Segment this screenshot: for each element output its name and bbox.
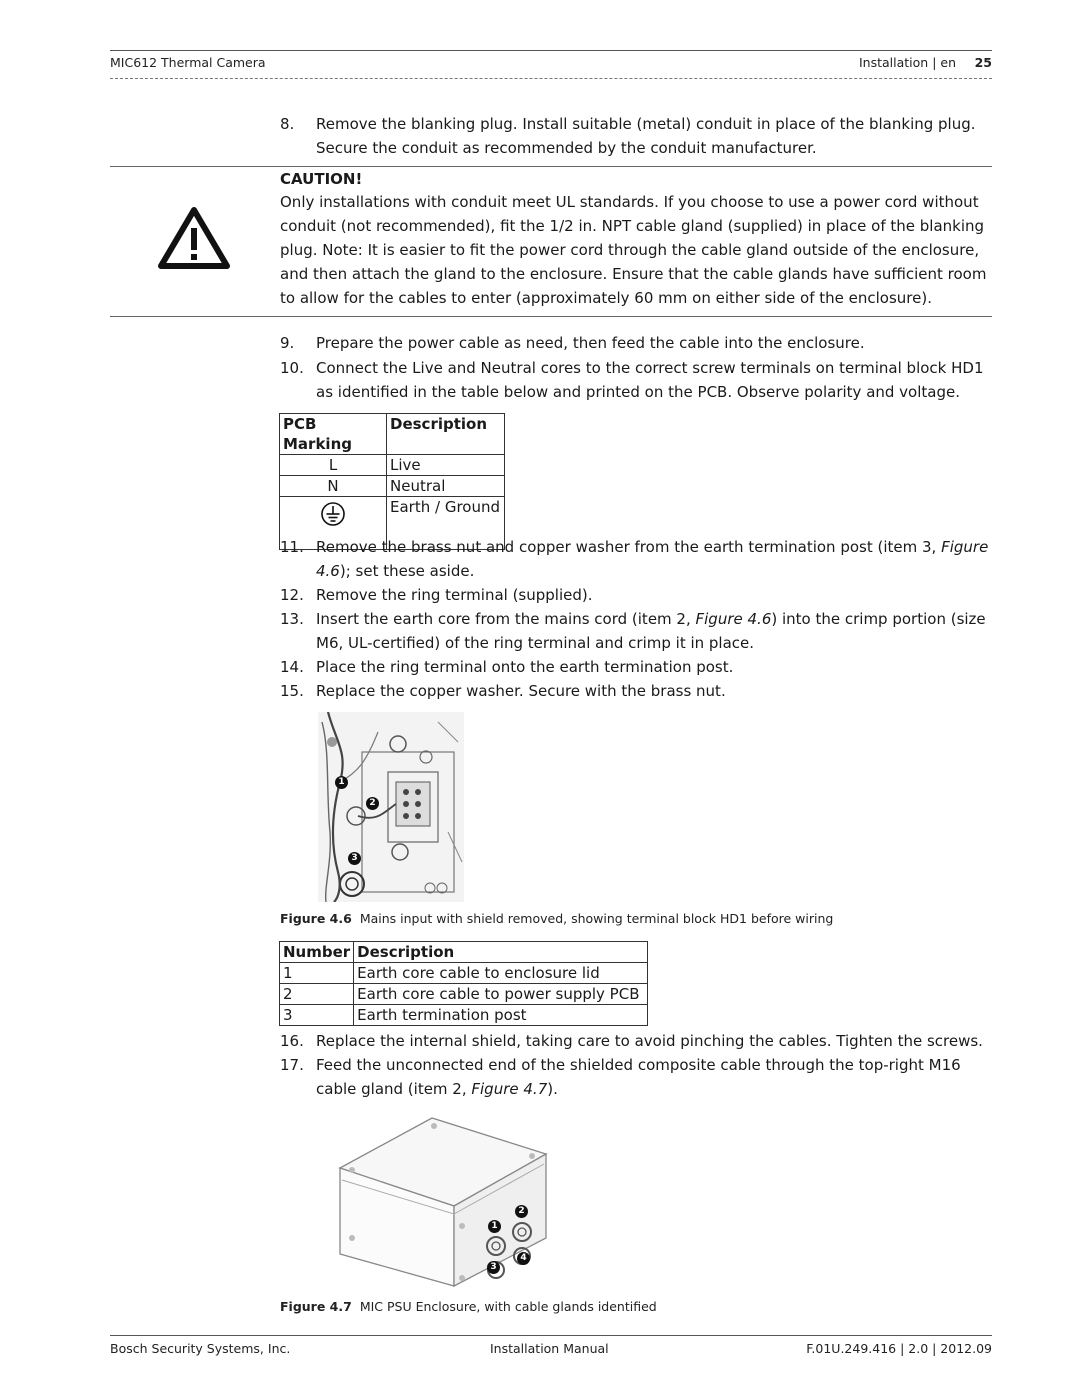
step-13	[280, 607, 992, 655]
step-number: 9.	[280, 334, 295, 352]
step-number: 11.	[280, 538, 304, 556]
pcb-marking-table	[279, 413, 505, 550]
table-cell: N	[280, 476, 387, 497]
step-number: 16.	[280, 1032, 304, 1050]
callout-3: 3	[487, 1261, 500, 1274]
table-cell: L	[280, 455, 387, 476]
figure-4-6-image	[318, 712, 464, 902]
step-17	[280, 1053, 992, 1101]
figure-reference[interactable]: Figure 4.6	[316, 538, 989, 580]
table-cell: Earth core cable to enclosure lid	[354, 963, 648, 984]
step-text-part: ).	[547, 1080, 558, 1098]
figure-reference[interactable]: Figure 4.7	[471, 1080, 548, 1098]
step-number: 8.	[280, 115, 295, 133]
step-11	[280, 535, 992, 583]
column-header: Number	[280, 942, 354, 963]
figure-4-7-caption	[280, 1299, 657, 1314]
caution-text: Only installations with conduit meet UL standards. If you choose to use a power cord without conduit (not recommended), fit the 1/2 in. NPT cable gland (supplied) in place of the blanking plug. Note: It is easier to fit the power cord through the cable gland outside of the enclosure, and then attach the gland to the enclosure. Ensure that the cable glands have sufficient room to allow for the cables to enter (approximately 60 mm on either side of the enclosure).	[280, 193, 987, 307]
callout-4: 4	[517, 1252, 530, 1265]
figure-caption-text: Mains input with shield removed, showing terminal block HD1 before wiring	[359, 911, 834, 926]
page-number: 25	[974, 55, 992, 70]
warning-triangle-icon	[155, 204, 233, 272]
table-cell: Neutral	[387, 476, 505, 497]
step-text: Replace the internal shield, taking care to avoid pinching the cables. Tighten the screws.	[316, 1032, 983, 1050]
table-row	[280, 963, 648, 984]
header-section: Installation | en	[858, 55, 956, 70]
column-header: PCB Marking	[280, 414, 387, 455]
step-text: Remove the ring terminal (supplied).	[316, 586, 593, 604]
table-row	[280, 1005, 648, 1026]
step-8	[280, 112, 992, 160]
step-9	[280, 331, 992, 355]
caution-title: CAUTION!	[280, 170, 363, 188]
step-number: 10.	[280, 359, 304, 377]
table-row	[280, 455, 505, 476]
step-number: 12.	[280, 586, 304, 604]
table-header-row	[280, 942, 648, 963]
table-row	[280, 984, 648, 1005]
step-text-part: Insert the earth core from the mains cord (item 2,	[316, 610, 696, 628]
table-cell: Live	[387, 455, 505, 476]
column-header: Description	[354, 942, 648, 963]
step-text-part: Remove the brass nut and copper washer from the earth termination post (item 3,	[316, 538, 942, 556]
table-cell: 2	[280, 984, 354, 1005]
figure-label: Figure 4.7	[280, 1299, 352, 1314]
step-15	[280, 679, 992, 703]
table-cell: 3	[280, 1005, 354, 1026]
caution-top-rule	[110, 166, 992, 167]
header-bottom-rule	[110, 78, 992, 79]
step-12	[280, 583, 992, 607]
step-text: Connect the Live and Neutral cores to the correct screw terminals on terminal block HD1 as identified in the table below and printed on the PCB. Observe polarity and voltage.	[316, 359, 984, 401]
header-top-rule	[110, 50, 992, 51]
callout-1: 1	[488, 1220, 501, 1233]
figure-label: Figure 4.6	[280, 911, 352, 926]
table-cell: 1	[280, 963, 354, 984]
step-text-part: ); set these aside.	[339, 562, 475, 580]
footer-document-title: Installation Manual	[490, 1341, 609, 1356]
step-number: 15.	[280, 682, 304, 700]
step-text: Remove the blanking plug. Install suitable (metal) conduit in place of the blanking plug. Secure the conduit as recommended by the conduit manufacturer.	[316, 115, 976, 157]
step-text-part: ) into the crimp portion (size M6, UL-certified) of the ring terminal and crimp it in place.	[316, 610, 986, 652]
table-cell: Earth termination post	[354, 1005, 648, 1026]
step-10	[280, 356, 992, 404]
figure-caption-text: MIC PSU Enclosure, with cable glands identified	[359, 1299, 657, 1314]
figure-reference[interactable]: Figure 4.6	[695, 610, 772, 628]
step-text	[316, 535, 992, 583]
number-description-table	[279, 941, 648, 1026]
callout-1: 1	[335, 776, 348, 789]
step-text: Place the ring terminal onto the earth termination post.	[316, 658, 734, 676]
step-text: Prepare the power cable as need, then feed the cable into the enclosure.	[316, 334, 865, 352]
figure-4-6-caption	[280, 911, 833, 926]
callout-2: 2	[366, 797, 379, 810]
table-cell: Earth / Ground	[387, 497, 505, 550]
callout-3: 3	[348, 852, 361, 865]
step-14	[280, 655, 992, 679]
footer-rule	[110, 1335, 992, 1336]
step-text: Replace the copper washer. Secure with the brass nut.	[316, 682, 726, 700]
earth-ground-icon	[320, 501, 346, 532]
step-number: 13.	[280, 610, 304, 628]
table-header-row	[280, 414, 505, 455]
caution-bottom-rule	[110, 316, 992, 317]
table-row	[280, 476, 505, 497]
footer-company: Bosch Security Systems, Inc.	[110, 1341, 291, 1356]
header-title: MIC612 Thermal Camera	[110, 55, 266, 70]
step-text	[316, 1053, 992, 1101]
step-text-part: Feed the unconnected end of the shielded composite cable through the top-right M16 cable gland (item 2,	[316, 1056, 961, 1098]
callout-2: 2	[515, 1205, 528, 1218]
step-number: 17.	[280, 1056, 304, 1074]
table-cell: Earth core cable to power supply PCB	[354, 984, 648, 1005]
footer-document-number: F.01U.249.416 | 2.0 | 2012.09	[806, 1341, 992, 1356]
step-text	[316, 607, 992, 655]
column-header: Description	[387, 414, 505, 455]
step-16	[280, 1029, 992, 1053]
step-number: 14.	[280, 658, 304, 676]
